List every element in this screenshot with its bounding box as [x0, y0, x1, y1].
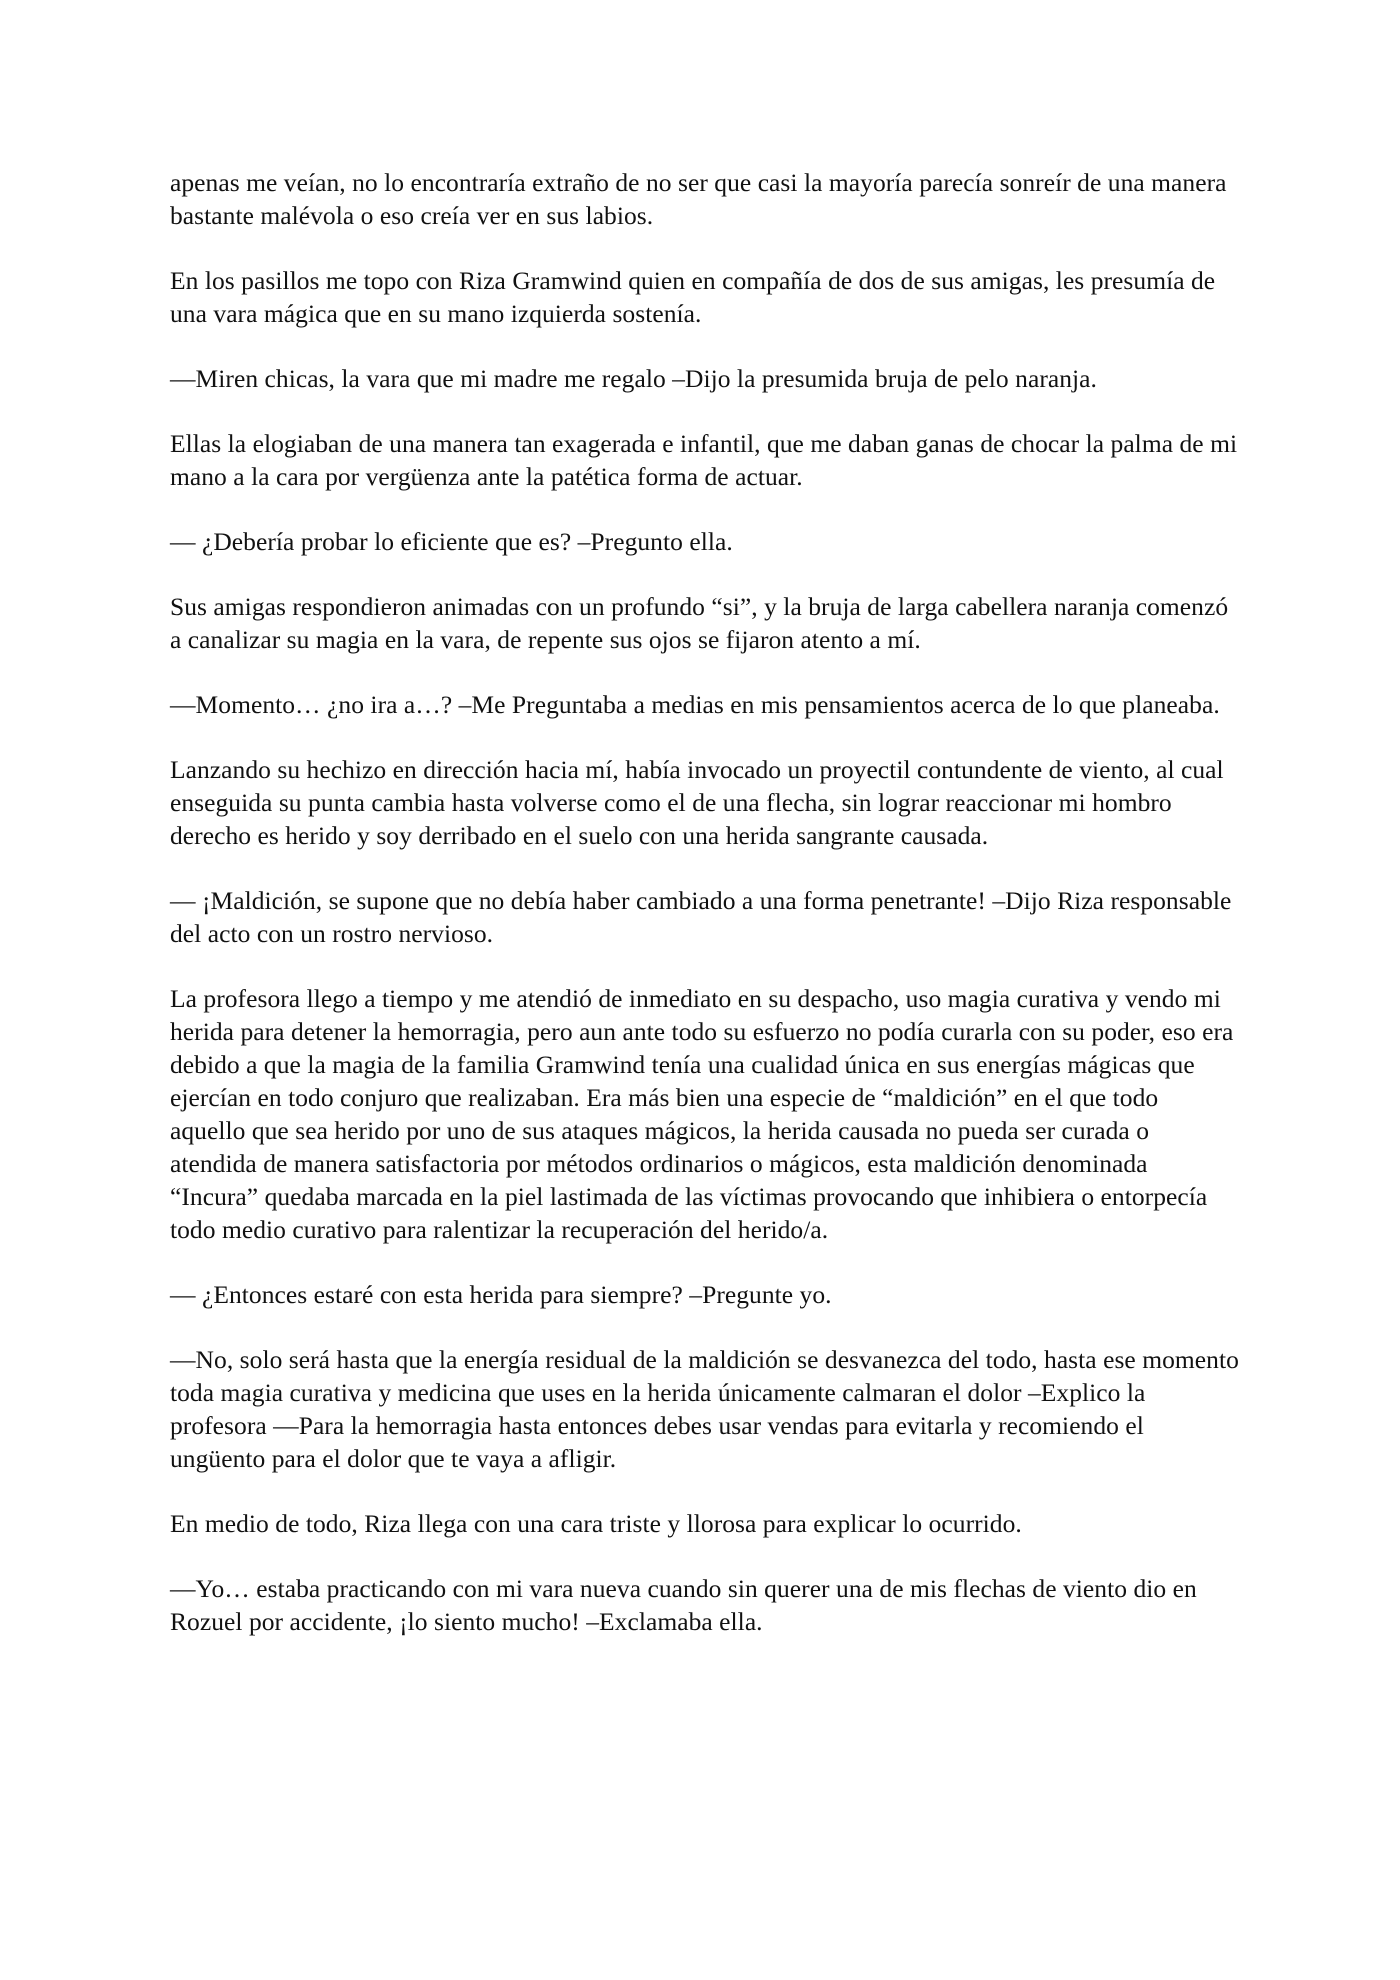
paragraph-4: Ellas la elogiaban de una manera tan exagerada e infantil, que me daban ganas de chocar la palma de mi mano a la cara por vergüenza ante la patética forma de actuar.	[170, 429, 1238, 491]
paragraph-12: —No, solo será hasta que la energía residual de la maldición se desvanezca del todo, hasta ese momento toda magia curativa y medicina que uses en la herida únicamente calmaran el dolor –Explico la profesora —Para la hemorragia hasta entonces debes usar vendas para evitarla y recomiendo el ungüento para el dolor que te vaya a afligir.	[170, 1345, 1239, 1473]
paragraph-6: Sus amigas respondieron animadas con un profundo “si”, y la bruja de larga cabellera naranja comenzó a canalizar su magia en la vara, de repente sus ojos se fijaron atento a mí.	[170, 592, 1229, 654]
paragraph-8: Lanzando su hechizo en dirección hacia mí, había invocado un proyectil contundente de viento, al cual enseguida su punta cambia hasta volverse como el de una flecha, sin lograr reaccionar mi hombro derecho es herido y soy derribado en el suelo con una herida sangrante causada.	[170, 755, 1224, 850]
paragraph-1: apenas me veían, no lo encontraría extraño de no ser que casi la mayoría parecía sonreír de una manera bastante malévola o eso creía ver en sus labios.	[170, 168, 1227, 230]
paragraph-11: — ¿Entonces estaré con esta herida para siempre? –Pregunte yo.	[170, 1280, 832, 1309]
paragraph-3: —Miren chicas, la vara que mi madre me regalo –Dijo la presumida bruja de pelo naranja.	[170, 364, 1097, 393]
paragraph-7: —Momento… ¿no ira a…? –Me Preguntaba a medias en mis pensamientos acerca de lo que planeaba.	[170, 690, 1220, 719]
paragraph-2: En los pasillos me topo con Riza Gramwind quien en compañía de dos de sus amigas, les presumía de una vara mágica que en su mano izquierda sostenía.	[170, 266, 1216, 328]
paragraph-13: En medio de todo, Riza llega con una cara triste y llorosa para explicar lo ocurrido.	[170, 1509, 1022, 1538]
paragraph-5: — ¿Debería probar lo eficiente que es? –Pregunto ella.	[170, 527, 733, 556]
paragraph-10: La profesora llego a tiempo y me atendió de inmediato en su despacho, uso magia curativa y vendo mi herida para detener la hemorragia, pero aun ante todo su esfuerzo no podía curarla con su poder, eso era debido a que la magia de la familia Gramwind tenía una cualidad única en sus energías mágicas que ejercían en todo conjuro que realizaban. Era más bien una especie de “maldición” en el que todo aquello que sea herido por uno de sus ataques mágicos, la herida causada no pueda ser curada o atendida de manera satisfactoria por métodos ordinarios o mágicos, esta maldición denominada “Incura” quedaba marcada en la piel lastimada de las víctimas provocando que inhibiera o entorpecía todo medio curativo para ralentizar la recuperación del herido/a.	[170, 984, 1234, 1244]
paragraph-14: —Yo… estaba practicando con mi vara nueva cuando sin querer una de mis flechas de viento dio en Rozuel por accidente, ¡lo siento mucho! –Exclamaba ella.	[170, 1574, 1197, 1636]
paragraph-9: — ¡Maldición, se supone que no debía haber cambiado a una forma penetrante! –Dijo Riza responsable del acto con un rostro nervioso.	[170, 886, 1232, 948]
document-body	[170, 166, 1240, 1670]
